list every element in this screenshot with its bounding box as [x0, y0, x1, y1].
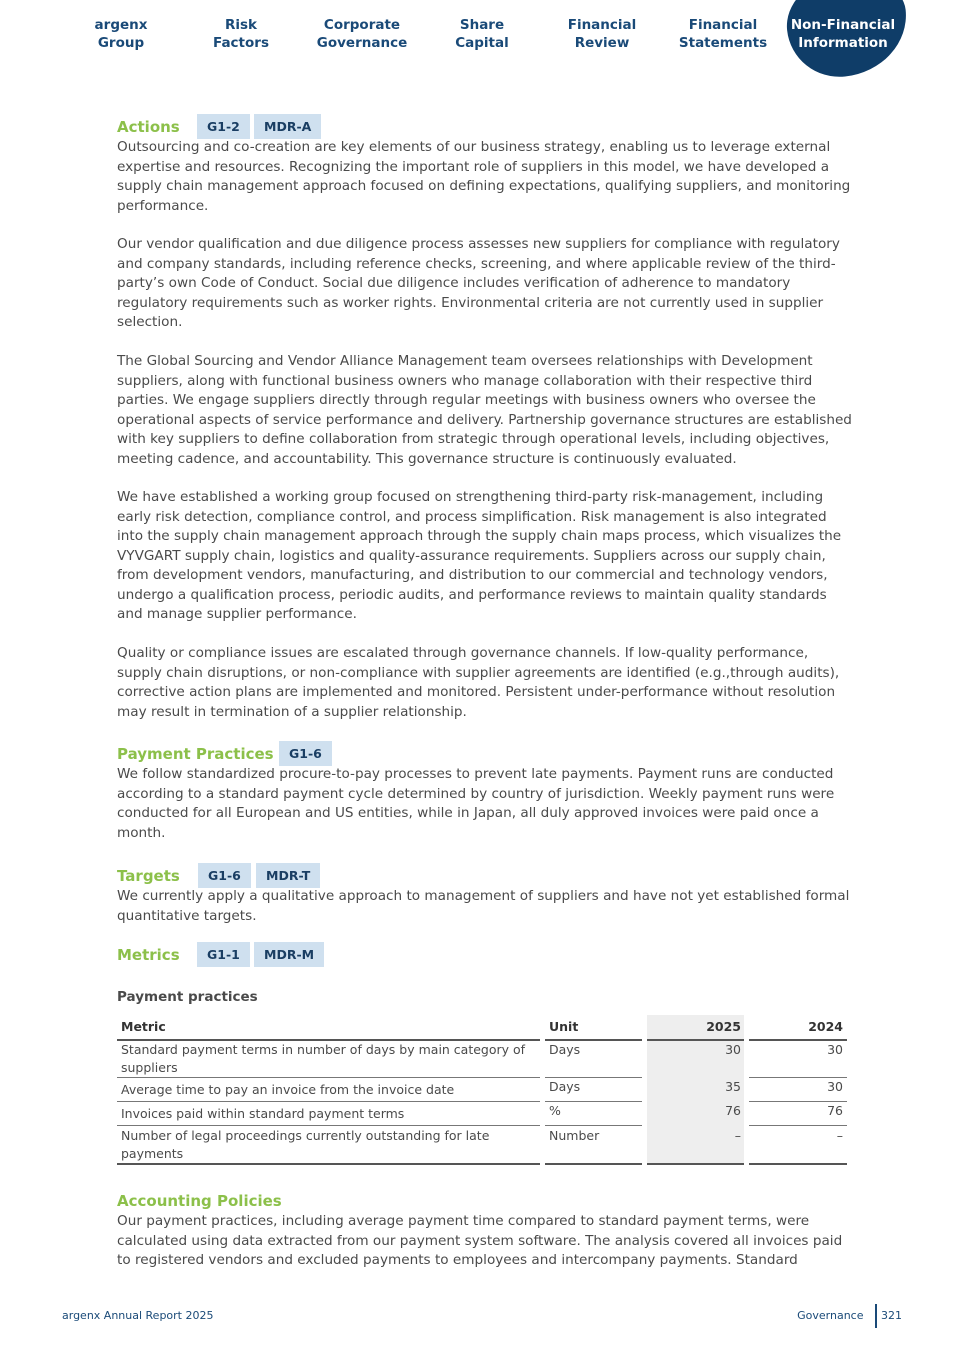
table-row-1-2024: 30	[827, 1042, 843, 1057]
section-title-metrics: Metrics	[117, 946, 180, 964]
table-row-4-2024: –	[836, 1128, 843, 1143]
tag-mdr-t[interactable]: MDR-T	[256, 863, 320, 888]
table-bottom-rule	[545, 1163, 642, 1165]
section-title-payment-practices: Payment Practices	[117, 745, 274, 763]
top-navigation	[0, 0, 964, 80]
table-row-2-metric: Average time to pay an invoice from the invoice date	[121, 1082, 455, 1097]
table-row-rule	[117, 1077, 540, 1078]
table-header-2025: 2025	[706, 1019, 741, 1034]
table-row-3-2024: 76	[827, 1103, 843, 1118]
table-row-4-2025: –	[734, 1128, 741, 1143]
nav-argenx-group[interactable]: argenx Group	[94, 17, 148, 51]
tag-mdr-a[interactable]: MDR-A	[254, 114, 321, 139]
nav-risk-factors[interactable]: Risk Factors	[213, 17, 269, 51]
table-row-3-unit: %	[549, 1103, 561, 1118]
table-bottom-rule	[117, 1163, 540, 1165]
table-bottom-rule	[749, 1163, 847, 1165]
table-bottom-rule	[647, 1163, 744, 1165]
actions-paragraph-3: The Global Sourcing and Vendor Alliance Management team oversees relationships with Development suppliers, along with functional business owners who manage collaboration with their respective third parties. We engage suppliers directly through regular meetings with business owners who oversee the operational aspects of service performance and delivery. Partnership governance structures are established with key suppliers to define collaboration from strategic through operational levels, including objectives, meeting cadence, and accountability. This governance structure is continuously evaluated.	[117, 353, 852, 467]
table-row-2-2025: 35	[725, 1079, 741, 1094]
footer-report-title: argenx Annual Report 2025	[62, 1309, 214, 1322]
actions-paragraph-5: Quality or compliance issues are escalated through governance channels. If low-quality performance, supply chain disruptions, or non-compliance with supplier agreements are identified (e.g.,through audits), corrective action plans are implemented and monitored. Persistent under-performance without resolution may result in termination of a supplier relationship.	[117, 645, 840, 720]
table-row-1-metric: Standard payment terms in number of days by main category of suppliers	[121, 1042, 526, 1075]
section-title-accounting-policies: Accounting Policies	[117, 1192, 282, 1210]
footer-section-link[interactable]: Governance	[797, 1309, 864, 1322]
section-title-actions: Actions	[117, 118, 180, 136]
tag-g1-1[interactable]: G1-1	[197, 942, 250, 967]
table-row-2-unit: Days	[549, 1079, 581, 1094]
nav-corporate-governance[interactable]: Corporate Governance	[316, 17, 408, 51]
table-row-4-unit: Number	[549, 1128, 600, 1143]
table-row-3-metric: Invoices paid within standard payment terms	[121, 1106, 405, 1121]
table-row-4-metric: Number of legal proceedings currently outstanding for late payments	[121, 1128, 490, 1161]
table-row-rule	[117, 1101, 540, 1102]
table-header-unit: Unit	[549, 1019, 579, 1034]
nav-financial-statements[interactable]: Financial Statements	[678, 17, 768, 51]
accounting-policies-paragraph: Our payment practices, including average payment time compared to standard payment terms, were calculated using data extracted from our payment system software. The analysis covered all invoices paid to registered vendors and excluded payments to employees and intercompany payments. Standard	[117, 1213, 843, 1268]
table-header-metric: Metric	[121, 1019, 166, 1034]
table-title: Payment practices	[117, 989, 258, 1005]
actions-paragraph-2: Our vendor qualification and due diligence process assesses new suppliers for compliance with regulatory and company standards, including reference checks, screening, and where applicable review of the third-party’s own Code of Conduct. Social due diligence includes verification of adherence to mandatory regulatory requirements such as worker rights. Environmental criteria are not currently used in supplier selection.	[117, 236, 840, 330]
footer-divider	[875, 1304, 877, 1328]
table-row-rule	[749, 1125, 847, 1126]
table-header-2024: 2024	[808, 1019, 843, 1034]
table-row-1-2025: 30	[725, 1042, 741, 1057]
tag-g1-2[interactable]: G1-2	[197, 114, 250, 139]
nav-financial-review[interactable]: Financial Review	[567, 17, 637, 51]
targets-paragraph: We currently apply a qualitative approach to management of suppliers and have not yet established formal quantitative targets.	[117, 888, 850, 924]
actions-paragraph-1: Outsourcing and co-creation are key elements of our business strategy, enabling us to leverage external expertise and resources. Recognizing the important role of suppliers in this model, we have developed a supply chain management approach focused on defining expectations, qualifying suppliers, and monitoring performance.	[117, 139, 851, 214]
table-row-3-2025: 76	[725, 1103, 741, 1118]
tag-mdr-m[interactable]: MDR-M	[254, 942, 324, 967]
payment-practices-paragraph: We follow standardized procure-to-pay processes to prevent late payments. Payment runs are conducted according to a standard payment cycle determined by country of jurisdiction. Weekly payment runs were conducted for all European and US entities, while in Japan, all duly approved invoices were paid once a month.	[117, 766, 835, 841]
actions-paragraph-4: We have established a working group focused on strengthening third-party risk-management, including early risk detection, compliance control, and process simplification. Risk management is also integrated into the supply chain management approach through the supply chain maps process, which visualizes the VYVGART supply chain, logistics and quality-assurance requirements. Suppliers across our supply chain, from development vendors, manufacturing, and distribution to our commercial and technology vendors, undergo a qualification process, periodic audits, and performance reviews to maintain quality standards and manage supplier performance.	[117, 489, 842, 622]
table-row-2-2024: 30	[827, 1079, 843, 1094]
table-row-1-unit: Days	[549, 1042, 581, 1057]
footer-page-number: 321	[881, 1309, 902, 1322]
nav-non-financial-information[interactable]: Non-Financial Information	[790, 17, 896, 51]
table-row-rule	[545, 1125, 642, 1126]
footer-page-info	[797, 1309, 902, 1322]
tag-g1-6[interactable]: G1-6	[279, 741, 332, 766]
table-row-rule	[117, 1125, 540, 1126]
tag-g1-6[interactable]: G1-6	[198, 863, 251, 888]
nav-share-capital[interactable]: Share Capital	[455, 17, 509, 51]
section-title-targets: Targets	[117, 867, 180, 885]
